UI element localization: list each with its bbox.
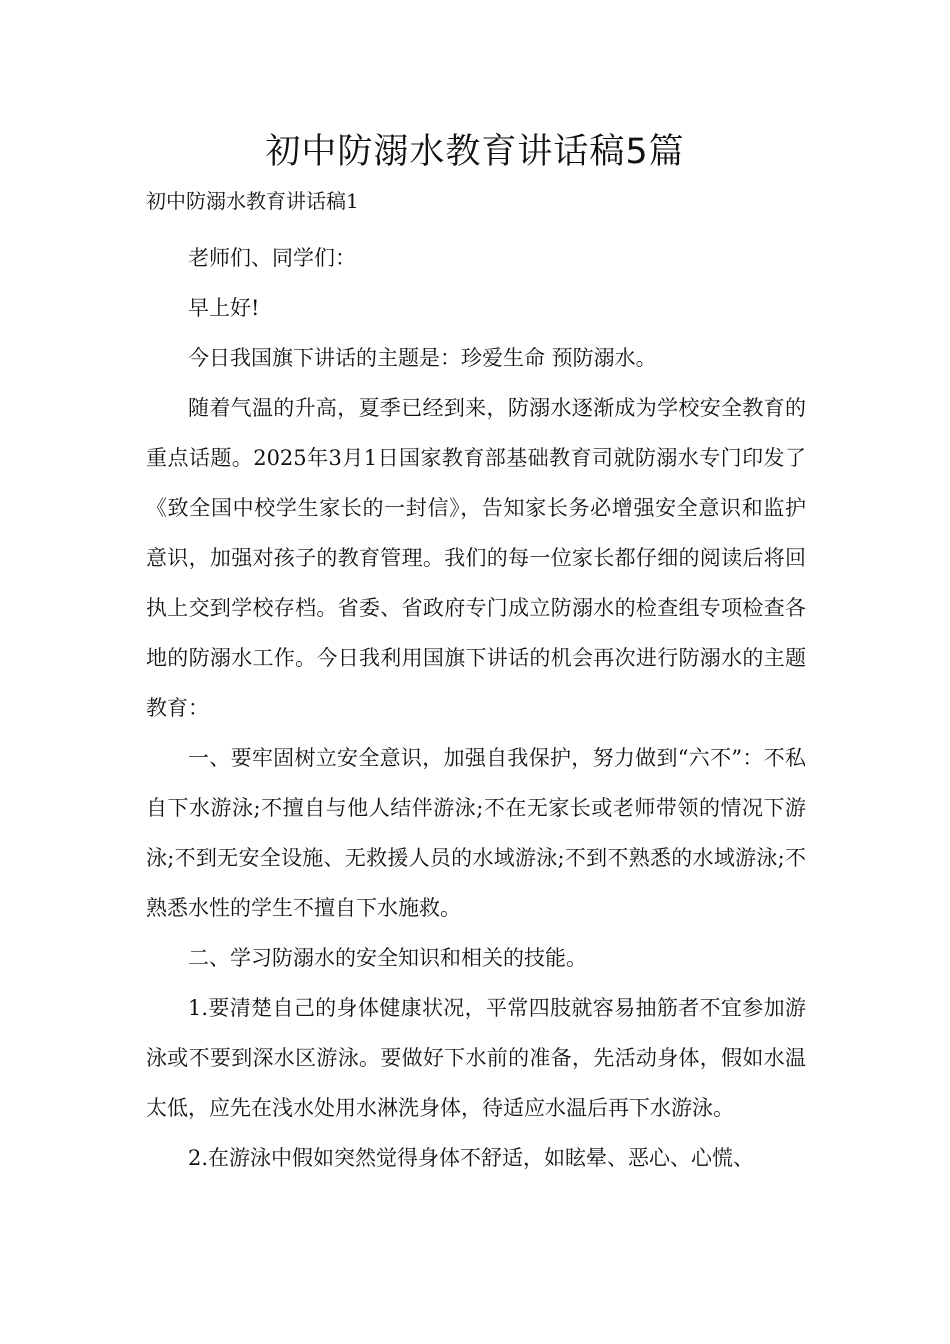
paragraph-point-two: 二、学习防溺水的安全知识和相关的技能。 [188, 946, 587, 970]
paragraph-greeting: 老师们、同学们： [188, 246, 356, 270]
document-subtitle: 初中防溺水教育讲话稿1 [146, 189, 359, 213]
paragraph-morning: 早上好! [188, 296, 260, 320]
paragraph-point-one: 一、要牢固树立安全意识，加强自我保护，努力做到“六不”：不私自下水游泳;不擅自与他人结伴游泳;不在无家长或老师带领的情况下游泳;不到无安全设施、无救援人员的水域游泳;不到不熟悉的水域游泳;不熟悉水性的学生不擅自下水施救。 [146, 746, 806, 920]
paragraph-item-1: 1.要清楚自己的身体健康状况，平常四肢就容易抽筋者不宜参加游泳或不要到深水区游泳。要做好下水前的准备，先活动身体，假如水温太低，应先在浅水处用水淋洗身体，待适应水温后再下水游泳。 [146, 996, 806, 1120]
document-body [146, 233, 806, 1183]
paragraph-item-2: 2.在游泳中假如突然觉得身体不舒适，如眩晕、恶心、心慌、 [188, 1146, 755, 1170]
paragraph-topic: 今日我国旗下讲话的主题是：珍爱生命 预防溺水。 [188, 346, 657, 370]
document-title: 初中防溺水教育讲话稿5篇 [265, 132, 685, 172]
paragraph-background: 随着气温的升高，夏季已经到来，防溺水逐渐成为学校安全教育的重点话题。2025年3月1日国家教育部基础教育司就防溺水专门印发了《致全国中校学生家长的一封信》，告知家长务必增强安全意识和监护意识，加强对孩子的教育管理。我们的每一位家长都仔细的阅读后将回执上交到学校存档。省委、省政府专门成立防溺水的检查组专项检查各地的防溺水工作。今日我利用国旗下讲话的机会再次进行防溺水的主题教育： [146, 396, 806, 720]
